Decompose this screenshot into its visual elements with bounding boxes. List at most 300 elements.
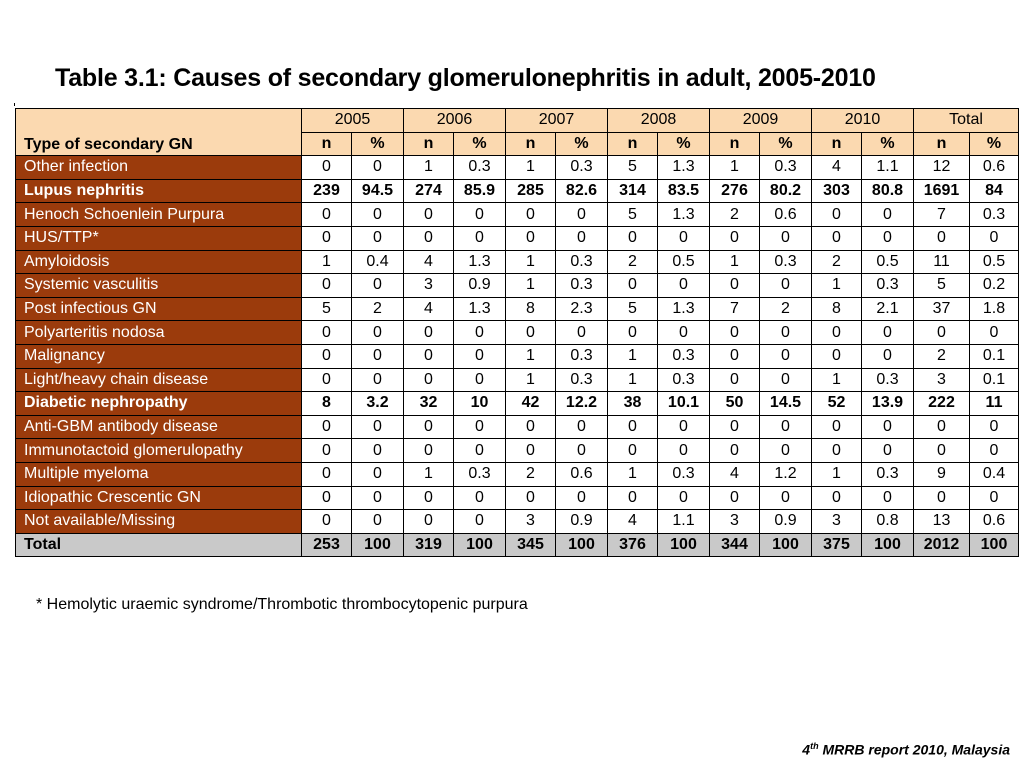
table-cell: 3.2 bbox=[352, 392, 404, 416]
table-row bbox=[16, 274, 1019, 298]
table-cell: 12 bbox=[914, 156, 970, 180]
table-cell: 13 bbox=[914, 510, 970, 534]
table-cell: 222 bbox=[914, 392, 970, 416]
table-row bbox=[16, 297, 1019, 321]
row-label: Not available/Missing bbox=[16, 510, 302, 534]
table-cell: 1.3 bbox=[658, 156, 710, 180]
table-cell: 0.6 bbox=[556, 462, 608, 486]
table-cell: 0.3 bbox=[556, 368, 608, 392]
table-row bbox=[16, 321, 1019, 345]
table-cell: 1 bbox=[506, 274, 556, 298]
table-cell: 1 bbox=[404, 462, 454, 486]
year-header: 2009 bbox=[710, 109, 812, 133]
table-cell: 85.9 bbox=[454, 179, 506, 203]
table-cell: 0 bbox=[302, 510, 352, 534]
table-cell: 0 bbox=[710, 486, 760, 510]
table-cell: 1.2 bbox=[760, 462, 812, 486]
table-cell: 1 bbox=[302, 250, 352, 274]
table-cell: 0 bbox=[608, 226, 658, 250]
row-label: Anti-GBM antibody disease bbox=[16, 415, 302, 439]
table-cell: 0 bbox=[914, 226, 970, 250]
table-cell: 9 bbox=[914, 462, 970, 486]
table-cell: 276 bbox=[710, 179, 760, 203]
table-cell: 0 bbox=[352, 462, 404, 486]
sub-header: % bbox=[970, 132, 1019, 156]
table-cell: 84 bbox=[970, 179, 1019, 203]
table-cell: 13.9 bbox=[862, 392, 914, 416]
table-cell: 0.6 bbox=[760, 203, 812, 227]
year-header: 2005 bbox=[302, 109, 404, 133]
table-cell: 0.3 bbox=[658, 344, 710, 368]
table-cell: 1 bbox=[404, 156, 454, 180]
table-cell: 0.3 bbox=[556, 156, 608, 180]
table-cell: 0 bbox=[710, 368, 760, 392]
table-cell: 0 bbox=[506, 226, 556, 250]
table-cell: 0 bbox=[608, 439, 658, 463]
table-cell: 0.3 bbox=[760, 250, 812, 274]
table-cell: 0 bbox=[760, 321, 812, 345]
table-cell: 7 bbox=[710, 297, 760, 321]
row-label: Lupus nephritis bbox=[16, 179, 302, 203]
table-cell: 1691 bbox=[914, 179, 970, 203]
row-label: Other infection bbox=[16, 156, 302, 180]
table-cell: 0 bbox=[454, 321, 506, 345]
table-cell: 2 bbox=[506, 462, 556, 486]
table-cell: 314 bbox=[608, 179, 658, 203]
table-cell: 14.5 bbox=[760, 392, 812, 416]
table-cell: 1 bbox=[608, 368, 658, 392]
table-cell: 1 bbox=[506, 344, 556, 368]
table-cell: 0 bbox=[352, 156, 404, 180]
table-cell: 37 bbox=[914, 297, 970, 321]
table-cell: 0 bbox=[862, 203, 914, 227]
row-label: Diabetic nephropathy bbox=[16, 392, 302, 416]
table-cell: 0.9 bbox=[454, 274, 506, 298]
table-cell: 0 bbox=[506, 415, 556, 439]
table-cell: 0 bbox=[608, 274, 658, 298]
table-cell: 0 bbox=[454, 510, 506, 534]
table-cell: 0 bbox=[914, 486, 970, 510]
table-cell: 0 bbox=[658, 226, 710, 250]
table-cell: 0.9 bbox=[556, 510, 608, 534]
table-row bbox=[16, 415, 1019, 439]
table-cell: 0 bbox=[862, 486, 914, 510]
total-row bbox=[16, 533, 1019, 557]
table-cell: 5 bbox=[608, 203, 658, 227]
sub-header: % bbox=[556, 132, 608, 156]
table-cell: 0 bbox=[302, 344, 352, 368]
table-cell: 0 bbox=[970, 226, 1019, 250]
table-cell: 0 bbox=[302, 321, 352, 345]
total-cell: 100 bbox=[658, 533, 710, 557]
table-cell: 0 bbox=[352, 439, 404, 463]
table-cell: 1 bbox=[812, 274, 862, 298]
row-label: Polyarteritis nodosa bbox=[16, 321, 302, 345]
table-cell: 0 bbox=[710, 226, 760, 250]
table-cell: 274 bbox=[404, 179, 454, 203]
table-cell: 0 bbox=[454, 226, 506, 250]
year-header-row bbox=[16, 109, 1019, 133]
year-header: Total bbox=[914, 109, 1019, 133]
table-cell: 0 bbox=[404, 510, 454, 534]
table-cell: 0 bbox=[862, 439, 914, 463]
table-cell: 2.3 bbox=[556, 297, 608, 321]
table-cell: 0 bbox=[404, 415, 454, 439]
table-cell: 1 bbox=[506, 250, 556, 274]
table-cell: 0 bbox=[352, 486, 404, 510]
year-header: 2010 bbox=[812, 109, 914, 133]
table-cell: 0 bbox=[302, 486, 352, 510]
table-cell: 1 bbox=[506, 156, 556, 180]
table-cell: 0 bbox=[812, 486, 862, 510]
table-cell: 11 bbox=[914, 250, 970, 274]
table-cell: 0 bbox=[970, 439, 1019, 463]
table-cell: 0 bbox=[454, 486, 506, 510]
table-row bbox=[16, 250, 1019, 274]
table-cell: 94.5 bbox=[352, 179, 404, 203]
total-label: Total bbox=[16, 533, 302, 557]
table-cell: 0 bbox=[608, 415, 658, 439]
table-cell: 0 bbox=[970, 321, 1019, 345]
table-cell: 3 bbox=[812, 510, 862, 534]
row-label: Multiple myeloma bbox=[16, 462, 302, 486]
table-cell: 52 bbox=[812, 392, 862, 416]
table-cell: 0.9 bbox=[760, 510, 812, 534]
table-cell: 239 bbox=[302, 179, 352, 203]
table-cell: 2.1 bbox=[862, 297, 914, 321]
table-cell: 12.2 bbox=[556, 392, 608, 416]
table-row bbox=[16, 203, 1019, 227]
table-cell: 50 bbox=[710, 392, 760, 416]
table-cell: 0 bbox=[404, 344, 454, 368]
table-cell: 2 bbox=[608, 250, 658, 274]
table-cell: 0 bbox=[914, 439, 970, 463]
table-cell: 0 bbox=[658, 274, 710, 298]
table-cell: 0.3 bbox=[556, 274, 608, 298]
table-cell: 2 bbox=[760, 297, 812, 321]
table-cell: 0 bbox=[302, 439, 352, 463]
table-cell: 0.5 bbox=[862, 250, 914, 274]
table-cell: 0 bbox=[658, 486, 710, 510]
table-row bbox=[16, 226, 1019, 250]
row-label: Systemic vasculitis bbox=[16, 274, 302, 298]
table-cell: 1 bbox=[608, 462, 658, 486]
table-cell: 1.3 bbox=[658, 297, 710, 321]
table-cell: 0 bbox=[710, 321, 760, 345]
table-cell: 0 bbox=[970, 415, 1019, 439]
table-cell: 0 bbox=[970, 486, 1019, 510]
total-cell: 100 bbox=[760, 533, 812, 557]
sub-header: n bbox=[914, 132, 970, 156]
table-cell: 0 bbox=[760, 344, 812, 368]
table-cell: 5 bbox=[302, 297, 352, 321]
table-cell: 0 bbox=[302, 368, 352, 392]
table-cell: 0 bbox=[812, 415, 862, 439]
table-cell: 4 bbox=[404, 297, 454, 321]
table-cell: 0.1 bbox=[970, 344, 1019, 368]
table-cell: 0.3 bbox=[862, 462, 914, 486]
table-cell: 0 bbox=[760, 368, 812, 392]
table-cell: 0 bbox=[506, 486, 556, 510]
table-cell: 0 bbox=[760, 274, 812, 298]
table-cell: 11 bbox=[970, 392, 1019, 416]
table-cell: 0 bbox=[352, 510, 404, 534]
table-cell: 0 bbox=[556, 321, 608, 345]
source-ordinal-suffix: th bbox=[810, 741, 819, 751]
table-cell: 80.8 bbox=[862, 179, 914, 203]
table-cell: 0 bbox=[658, 439, 710, 463]
table-cell: 0 bbox=[812, 203, 862, 227]
table-cell: 8 bbox=[812, 297, 862, 321]
table-cell: 8 bbox=[506, 297, 556, 321]
row-label: Light/heavy chain disease bbox=[16, 368, 302, 392]
total-cell: 344 bbox=[710, 533, 760, 557]
table-cell: 0.3 bbox=[556, 250, 608, 274]
table-cell: 0 bbox=[404, 439, 454, 463]
table-cell: 0 bbox=[454, 203, 506, 227]
total-cell: 2012 bbox=[914, 533, 970, 557]
sub-header: % bbox=[658, 132, 710, 156]
total-cell: 100 bbox=[352, 533, 404, 557]
table-cell: 0 bbox=[608, 321, 658, 345]
table-cell: 5 bbox=[608, 297, 658, 321]
table-cell: 0 bbox=[812, 344, 862, 368]
table-cell: 1 bbox=[506, 368, 556, 392]
table-row bbox=[16, 368, 1019, 392]
total-cell: 253 bbox=[302, 533, 352, 557]
source-citation bbox=[802, 741, 1010, 758]
table-cell: 1 bbox=[812, 462, 862, 486]
table-cell: 303 bbox=[812, 179, 862, 203]
table-cell: 1.3 bbox=[454, 250, 506, 274]
row-label: HUS/TTP* bbox=[16, 226, 302, 250]
table-cell: 0 bbox=[352, 274, 404, 298]
table-cell: 0 bbox=[914, 321, 970, 345]
sub-header: n bbox=[812, 132, 862, 156]
row-label: Post infectious GN bbox=[16, 297, 302, 321]
table-cell: 0 bbox=[556, 226, 608, 250]
table-cell: 0.2 bbox=[970, 274, 1019, 298]
table-cell: 1 bbox=[710, 156, 760, 180]
table-cell: 1.1 bbox=[862, 156, 914, 180]
table-cell: 0 bbox=[302, 203, 352, 227]
row-label: Immunotactoid glomerulopathy bbox=[16, 439, 302, 463]
sub-header: n bbox=[608, 132, 658, 156]
table-cell: 0 bbox=[862, 415, 914, 439]
table-row bbox=[16, 156, 1019, 180]
table-row bbox=[16, 462, 1019, 486]
table-cell: 1.3 bbox=[454, 297, 506, 321]
table-cell: 0.3 bbox=[862, 274, 914, 298]
source-ordinal: 4 bbox=[802, 741, 811, 758]
total-cell: 100 bbox=[970, 533, 1019, 557]
table-cell: 0 bbox=[454, 344, 506, 368]
sub-header: n bbox=[302, 132, 352, 156]
table-cell: 2 bbox=[914, 344, 970, 368]
table-cell: 0 bbox=[352, 203, 404, 227]
table-row bbox=[16, 439, 1019, 463]
table-cell: 285 bbox=[506, 179, 556, 203]
table-cell: 0.3 bbox=[454, 462, 506, 486]
table-cell: 10 bbox=[454, 392, 506, 416]
table-cell: 0 bbox=[506, 321, 556, 345]
table-cell: 0 bbox=[760, 486, 812, 510]
table-cell: 80.2 bbox=[760, 179, 812, 203]
table-row bbox=[16, 344, 1019, 368]
table-row bbox=[16, 179, 1019, 203]
table-cell: 0 bbox=[556, 439, 608, 463]
table-cell: 3 bbox=[506, 510, 556, 534]
table-cell: 0.3 bbox=[862, 368, 914, 392]
table-cell: 4 bbox=[812, 156, 862, 180]
sub-header: n bbox=[710, 132, 760, 156]
table-cell: 0 bbox=[352, 344, 404, 368]
table-cell: 0 bbox=[862, 344, 914, 368]
table-cell: 0 bbox=[862, 226, 914, 250]
table-cell: 1.8 bbox=[970, 297, 1019, 321]
table-cell: 1 bbox=[608, 344, 658, 368]
table-row bbox=[16, 486, 1019, 510]
table-cell: 0 bbox=[812, 321, 862, 345]
table-cell: 0 bbox=[658, 321, 710, 345]
type-column-header: Type of secondary GN bbox=[16, 109, 302, 156]
table-cell: 2 bbox=[710, 203, 760, 227]
year-header: 2008 bbox=[608, 109, 710, 133]
table-cell: 0.8 bbox=[862, 510, 914, 534]
table-cell: 2 bbox=[812, 250, 862, 274]
table-cell: 0 bbox=[506, 439, 556, 463]
year-header: 2007 bbox=[506, 109, 608, 133]
table-cell: 1 bbox=[710, 250, 760, 274]
table-cell: 0 bbox=[760, 439, 812, 463]
sub-header: % bbox=[454, 132, 506, 156]
table-cell: 0.3 bbox=[658, 462, 710, 486]
table-cell: 1 bbox=[812, 368, 862, 392]
table-cell: 1.1 bbox=[658, 510, 710, 534]
table-cell: 0 bbox=[302, 226, 352, 250]
table-cell: 0 bbox=[556, 486, 608, 510]
table-cell: 0 bbox=[658, 415, 710, 439]
table-cell: 3 bbox=[710, 510, 760, 534]
table-cell: 0 bbox=[404, 368, 454, 392]
table-cell: 0.1 bbox=[970, 368, 1019, 392]
sub-header: n bbox=[404, 132, 454, 156]
table-cell: 5 bbox=[914, 274, 970, 298]
row-label: Amyloidosis bbox=[16, 250, 302, 274]
table-cell: 10.1 bbox=[658, 392, 710, 416]
table-cell: 0.6 bbox=[970, 156, 1019, 180]
table-cell: 0.5 bbox=[970, 250, 1019, 274]
table-cell: 0 bbox=[760, 415, 812, 439]
sub-header: % bbox=[760, 132, 812, 156]
table-cell: 38 bbox=[608, 392, 658, 416]
table-cell: 0 bbox=[404, 486, 454, 510]
row-label: Idiopathic Crescentic GN bbox=[16, 486, 302, 510]
table-cell: 0.5 bbox=[658, 250, 710, 274]
total-cell: 345 bbox=[506, 533, 556, 557]
table-cell: 0 bbox=[404, 226, 454, 250]
table-cell: 0 bbox=[352, 226, 404, 250]
table-cell: 3 bbox=[404, 274, 454, 298]
gn-table bbox=[15, 108, 1019, 557]
table-cell: 7 bbox=[914, 203, 970, 227]
table-cell: 0 bbox=[454, 415, 506, 439]
total-cell: 100 bbox=[556, 533, 608, 557]
table-cell: 0.3 bbox=[454, 156, 506, 180]
table-cell: 0 bbox=[608, 486, 658, 510]
table-cell: 0 bbox=[812, 439, 862, 463]
table-cell: 0 bbox=[454, 368, 506, 392]
total-cell: 100 bbox=[454, 533, 506, 557]
table-cell: 0.3 bbox=[556, 344, 608, 368]
table-cell: 0 bbox=[352, 368, 404, 392]
sub-header: % bbox=[352, 132, 404, 156]
table-cell: 0 bbox=[302, 156, 352, 180]
table-cell: 0 bbox=[710, 344, 760, 368]
corner-mark bbox=[14, 103, 15, 106]
table-cell: 0 bbox=[302, 415, 352, 439]
table-cell: 8 bbox=[302, 392, 352, 416]
table-cell: 0 bbox=[352, 415, 404, 439]
row-label: Malignancy bbox=[16, 344, 302, 368]
table-cell: 0 bbox=[710, 274, 760, 298]
table-cell: 0 bbox=[302, 462, 352, 486]
total-cell: 375 bbox=[812, 533, 862, 557]
table-cell: 5 bbox=[608, 156, 658, 180]
table-cell: 2 bbox=[352, 297, 404, 321]
table-cell: 0.4 bbox=[970, 462, 1019, 486]
table-cell: 0 bbox=[404, 203, 454, 227]
table-cell: 0 bbox=[556, 203, 608, 227]
table-cell: 0 bbox=[404, 321, 454, 345]
sub-header: % bbox=[862, 132, 914, 156]
table-cell: 0 bbox=[352, 321, 404, 345]
table-cell: 0.3 bbox=[760, 156, 812, 180]
table-cell: 0 bbox=[710, 439, 760, 463]
total-cell: 319 bbox=[404, 533, 454, 557]
page-title: Table 3.1: Causes of secondary glomerulonephritis in adult, 2005-2010 bbox=[55, 64, 876, 92]
table-cell: 0 bbox=[454, 439, 506, 463]
table-row bbox=[16, 392, 1019, 416]
table-cell: 0 bbox=[812, 226, 862, 250]
table-cell: 0 bbox=[760, 226, 812, 250]
table-cell: 0.4 bbox=[352, 250, 404, 274]
table-cell: 0 bbox=[556, 415, 608, 439]
year-header: 2006 bbox=[404, 109, 506, 133]
table-cell: 0.3 bbox=[970, 203, 1019, 227]
table-cell: 4 bbox=[608, 510, 658, 534]
table-cell: 3 bbox=[914, 368, 970, 392]
table-cell: 32 bbox=[404, 392, 454, 416]
table-cell: 1.3 bbox=[658, 203, 710, 227]
table-cell: 4 bbox=[404, 250, 454, 274]
row-label: Henoch Schoenlein Purpura bbox=[16, 203, 302, 227]
total-cell: 100 bbox=[862, 533, 914, 557]
table-row bbox=[16, 510, 1019, 534]
table-cell: 0 bbox=[914, 415, 970, 439]
table-cell: 0.6 bbox=[970, 510, 1019, 534]
table-cell: 82.6 bbox=[556, 179, 608, 203]
table-cell: 42 bbox=[506, 392, 556, 416]
table-cell: 0 bbox=[506, 203, 556, 227]
table-cell: 0.3 bbox=[658, 368, 710, 392]
table-cell: 83.5 bbox=[658, 179, 710, 203]
footnote: * Hemolytic uraemic syndrome/Thrombotic thrombocytopenic purpura bbox=[36, 596, 528, 613]
source-text: MRRB report 2010, Malaysia bbox=[818, 741, 1010, 758]
total-cell: 376 bbox=[608, 533, 658, 557]
table-cell: 0 bbox=[302, 274, 352, 298]
sub-header: n bbox=[506, 132, 556, 156]
